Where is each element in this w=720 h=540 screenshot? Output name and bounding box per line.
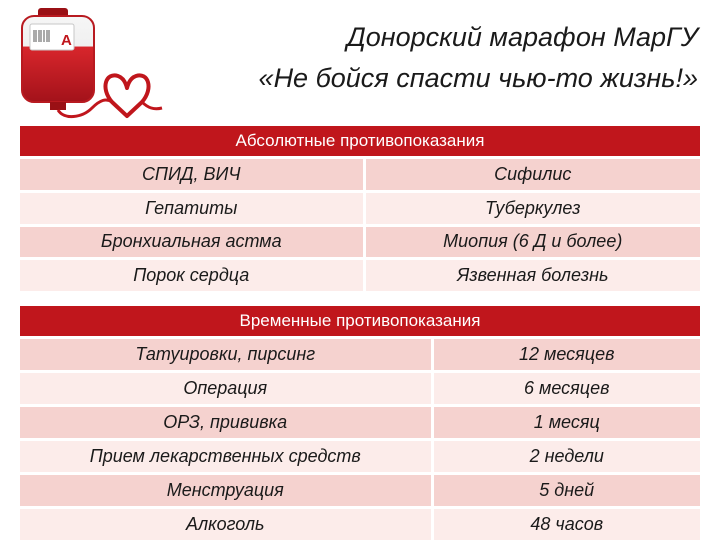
blood-bag-heart-icon — [14, 8, 164, 120]
table-cell: Туберкулез — [364, 191, 700, 225]
table-cell: Бронхиальная астма — [20, 225, 364, 258]
table-row — [20, 507, 700, 540]
table-row — [20, 371, 700, 405]
table-row — [20, 473, 700, 507]
svg-text:A: A — [61, 32, 72, 49]
table-cell: 5 дней — [432, 473, 700, 507]
table-cell: 1 месяц — [432, 405, 700, 439]
table-cell: Операция — [20, 371, 432, 405]
table-cell: Татуировки, пирсинг — [20, 337, 432, 371]
title-line-1: Донорский марафон МарГУ — [346, 22, 698, 52]
table-header: Абсолютные противопоказания — [20, 125, 700, 157]
table-cell: СПИД, ВИЧ — [20, 157, 364, 191]
table-row — [20, 405, 700, 439]
table-header: Временные противопоказания — [20, 305, 700, 337]
table-cell: Миопия (6 Д и более) — [364, 225, 700, 258]
table-cell: Порок сердца — [20, 258, 364, 291]
table-row — [20, 258, 700, 291]
table-cell: Прием лекарственных средств — [20, 439, 432, 473]
table-row — [20, 191, 700, 225]
table-cell: Сифилис — [364, 157, 700, 191]
table-cell: Менструация — [20, 473, 432, 507]
table-cell: ОРЗ, прививка — [20, 405, 432, 439]
absolute-contraindications-table — [20, 124, 700, 291]
table-cell: Алкоголь — [20, 507, 432, 540]
table-cell: Гепатиты — [20, 191, 364, 225]
table-row — [20, 337, 700, 371]
table-cell: Язвенная болезнь — [364, 258, 700, 291]
table-cell: 48 часов — [432, 507, 700, 540]
page-title — [178, 20, 698, 96]
table-row — [20, 157, 700, 191]
table-cell: 2 недели — [432, 439, 700, 473]
temporary-contraindications-table — [20, 304, 700, 540]
table-cell: 12 месяцев — [432, 337, 700, 371]
title-line-2: «Не бойся спасти чью-то жизнь!» — [258, 63, 698, 93]
table-row — [20, 225, 700, 258]
table-cell: 6 месяцев — [432, 371, 700, 405]
table-row — [20, 439, 700, 473]
